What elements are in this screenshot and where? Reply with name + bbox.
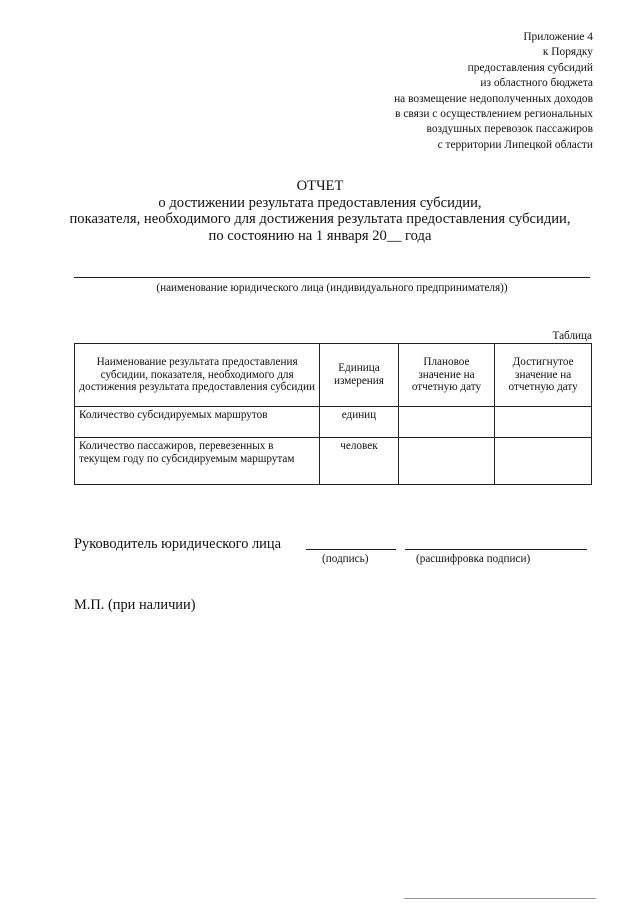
- entity-name-caption: (наименование юридического лица (индивидуального предпринимателя)): [156, 282, 508, 294]
- appendix-line: к Порядку: [542, 46, 593, 59]
- title-line: о достижении результата предоставления субсидии,: [158, 194, 482, 211]
- table-row: [75, 438, 592, 485]
- cell-actual[interactable]: [495, 438, 592, 485]
- title-line: показателя, необходимого для достижения результата предоставления субсидии,: [69, 211, 571, 227]
- appendix-line: с территории Липецкой области: [437, 138, 593, 151]
- report-table: [74, 343, 592, 485]
- appendix-line: из областного бюджета: [480, 77, 593, 90]
- signatory-label: Руководитель юридического лица: [74, 536, 281, 552]
- header-cell-actual: Достигнутое значение на отчетную дату: [495, 344, 592, 407]
- entity-name-line: [74, 277, 590, 278]
- appendix-line: Приложение 4: [523, 31, 593, 43]
- cell-unit: человек: [320, 438, 398, 485]
- footer-divider: [404, 898, 596, 899]
- header-cell-unit: Единица измерения: [320, 344, 398, 407]
- title-line: по состоянию на 1 января 20__ года: [208, 227, 432, 244]
- signature-line[interactable]: [306, 549, 396, 550]
- table-caption: Таблица: [552, 330, 592, 342]
- header-cell-name: Наименование результата предоставления субсидии, показателя, необходимого для достижения результата предоставления субсидии: [75, 344, 320, 407]
- table-row: [75, 407, 592, 438]
- stamp-note: М.П. (при наличии): [74, 597, 196, 613]
- title-line: ОТЧЕТ: [296, 178, 344, 194]
- appendix-line: в связи с осуществлением региональных: [395, 108, 593, 121]
- report-title: [0, 178, 640, 244]
- cell-unit: единиц: [320, 407, 398, 438]
- table-header-row: [75, 344, 592, 407]
- appendix-header: [394, 30, 593, 153]
- appendix-line: воздушных перевозок пассажиров: [426, 123, 593, 136]
- signature-caption: (подпись): [322, 553, 369, 565]
- signature-decode-caption: (расшифровка подписи): [416, 553, 531, 565]
- cell-name: Количество пассажиров, перевезенных в текущем году по субсидируемым маршрутам: [75, 438, 320, 485]
- cell-name: Количество субсидируемых маршрутов: [75, 407, 320, 438]
- appendix-line: предоставления субсидий: [467, 61, 593, 74]
- header-cell-plan: Плановое значение на отчетную дату: [398, 344, 495, 407]
- cell-plan[interactable]: [398, 438, 495, 485]
- signature-decode-line[interactable]: [405, 549, 587, 550]
- appendix-line: на возмещение недополученных доходов: [394, 92, 593, 105]
- cell-actual[interactable]: [495, 407, 592, 438]
- cell-plan[interactable]: [398, 407, 495, 438]
